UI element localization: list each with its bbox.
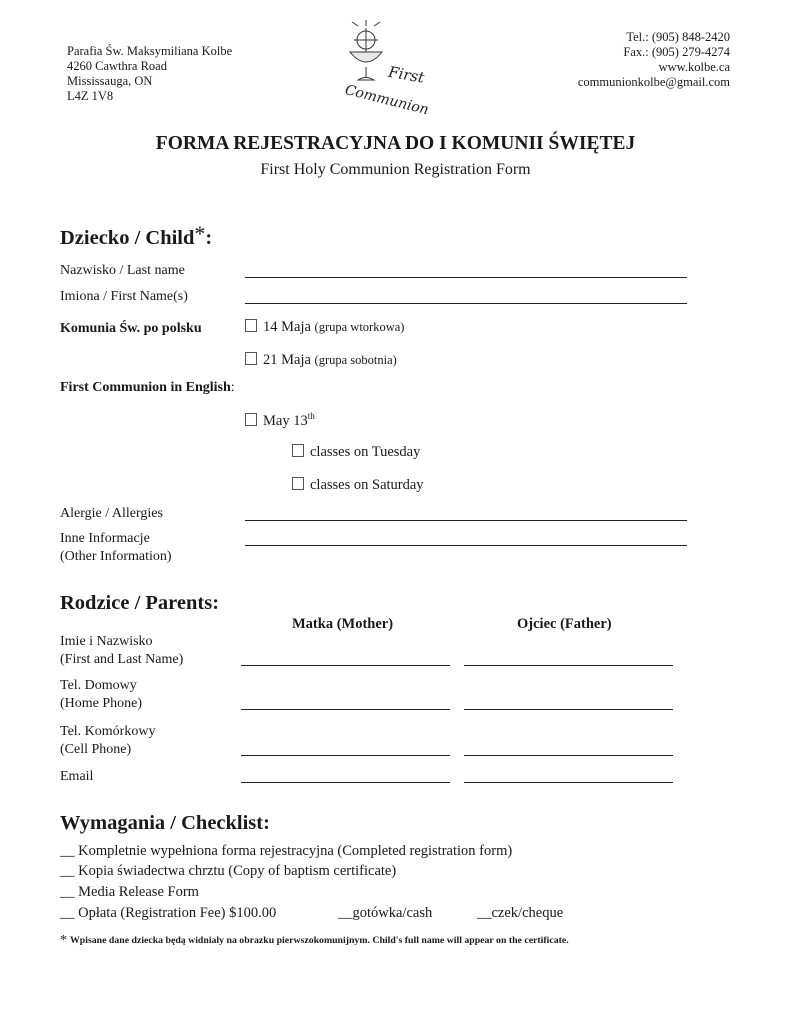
chalice-icon: [336, 20, 436, 120]
english-class-saturday[interactable]: [292, 477, 424, 494]
parents-section-heading: Rodzice / Parents:: [60, 592, 220, 614]
english-date-sup: th: [307, 411, 315, 421]
home-phone-line2: (Home Phone): [60, 696, 143, 711]
postal-code: L4Z 1V8: [67, 89, 114, 103]
form-subtitle: First Holy Communion Registration Form: [260, 161, 531, 178]
polish-communion-label: Komunia Św. po polsku: [60, 321, 202, 336]
checkbox-icon[interactable]: [292, 444, 304, 457]
checklist-item-media-release[interactable]: __ Media Release Form: [60, 884, 199, 900]
father-cell-phone-field[interactable]: [464, 755, 673, 756]
first-names-field[interactable]: [245, 303, 687, 304]
option-main: 21 Maja: [263, 352, 311, 368]
parish-contact: [578, 30, 730, 90]
child-heading-star: *: [194, 221, 206, 246]
svg-text:First: First: [386, 62, 426, 87]
child-heading-text: Dziecko / Child: [60, 227, 195, 249]
first-names-label: Imiona / First Name(s): [60, 289, 188, 304]
cell-phone-label: [60, 723, 155, 759]
footnote: [60, 933, 569, 949]
father-home-phone-field[interactable]: [464, 709, 673, 710]
last-name-field[interactable]: [245, 277, 687, 278]
payment-cheque-option[interactable]: __czek/cheque: [477, 905, 564, 921]
child-section-heading: [60, 221, 212, 250]
checklist-item-fee[interactable]: __ Opłata (Registration Fee) $100.00: [60, 905, 277, 921]
parent-name-label: [60, 633, 183, 669]
mother-email-field[interactable]: [241, 782, 450, 783]
checklist-item-registration[interactable]: __ Kompletnie wypełniona forma rejestracyjna (Completed registration form): [60, 843, 513, 859]
class-label: classes on Tuesday: [310, 444, 421, 460]
parish-address: [67, 44, 232, 104]
checkbox-icon[interactable]: [245, 413, 257, 426]
checklist-heading: Wymagania / Checklist:: [60, 812, 270, 834]
home-phone-line1: Tel. Domowy: [60, 678, 137, 693]
mother-cell-phone-field[interactable]: [241, 755, 450, 756]
checkbox-icon[interactable]: [245, 352, 257, 365]
english-communion-label: [60, 379, 235, 397]
english-date: May 13: [263, 412, 308, 429]
parent-name-line1: Imie i Nazwisko: [60, 634, 153, 649]
polish-option-may-21[interactable]: [245, 352, 397, 369]
father-column-header: Ojciec (Father): [517, 616, 612, 632]
phone: Tel.: (905) 848-2420: [626, 30, 730, 44]
last-name-label: Nazwisko / Last name: [60, 263, 185, 278]
payment-cash-option[interactable]: __gotówka/cash: [338, 905, 433, 921]
cell-phone-line1: Tel. Komórkowy: [60, 724, 156, 739]
checkbox-icon[interactable]: [292, 477, 304, 490]
other-info-field[interactable]: [245, 545, 687, 546]
child-heading-colon: :: [205, 227, 213, 249]
footnote-star: *: [60, 933, 67, 948]
cell-phone-line2: (Cell Phone): [60, 742, 132, 757]
parish-name: Parafia Św. Maksymiliana Kolbe: [67, 44, 233, 58]
parent-name-line2: (First and Last Name): [60, 652, 184, 667]
email-label: Email: [60, 769, 94, 784]
svg-text:Communion: Communion: [343, 82, 431, 119]
checklist-item-baptism[interactable]: __ Kopia świadectwa chrztu (Copy of baptism certificate): [60, 863, 397, 879]
allergies-field[interactable]: [245, 520, 687, 521]
father-name-field[interactable]: [464, 665, 673, 666]
option-paren: (grupa wtorkowa): [314, 320, 405, 334]
allergies-label: Alergie / Allergies: [60, 506, 163, 521]
fax: Fax.: (905) 279-4274: [623, 45, 730, 59]
checkbox-icon[interactable]: [245, 319, 257, 332]
city: Mississauga, ON: [67, 74, 153, 88]
english-class-tuesday[interactable]: [292, 444, 420, 461]
first-communion-logo: [336, 20, 436, 120]
english-label-text: First Communion in English: [60, 380, 231, 395]
footnote-text: Wpisane dane dziecka będą widnialy na obrazku pierwszokomunijnym. Child's full name will appear on the certificate.: [70, 935, 569, 946]
polish-option-may-14[interactable]: [245, 319, 404, 336]
option-main: 14 Maja: [263, 319, 311, 335]
other-info-label: [60, 530, 172, 566]
mother-name-field[interactable]: [241, 665, 450, 666]
english-label-colon: :: [230, 380, 235, 395]
other-info-line1: Inne Informacje: [60, 531, 150, 546]
class-label: classes on Saturday: [310, 477, 424, 493]
home-phone-label: [60, 677, 142, 713]
mother-column-header: Matka (Mother): [292, 616, 394, 632]
father-email-field[interactable]: [464, 782, 673, 783]
email: communionkolbe@gmail.com: [577, 75, 730, 89]
option-paren: (grupa sobotnia): [314, 353, 397, 367]
mother-home-phone-field[interactable]: [241, 709, 450, 710]
english-option-may-13[interactable]: [245, 411, 315, 430]
street-address: 4260 Cawthra Road: [67, 59, 167, 73]
website: www.kolbe.ca: [658, 60, 730, 74]
other-info-line2: (Other Information): [60, 549, 172, 564]
form-title: FORMA REJESTRACYJNA DO I KOMUNII ŚWIĘTEJ: [155, 133, 636, 154]
